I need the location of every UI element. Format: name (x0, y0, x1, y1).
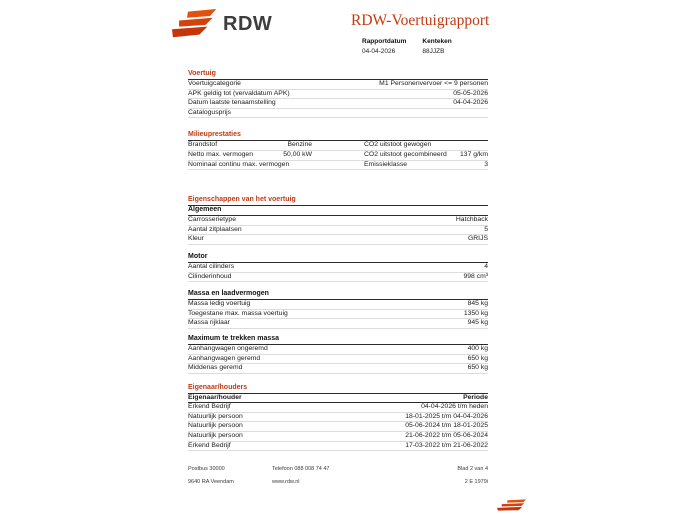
rdw-flag-icon (172, 8, 218, 40)
field-label: Catalogusprijs (188, 108, 232, 116)
rdw-stripes-icon (497, 499, 527, 512)
field-label: Aantal zitplaatsen (188, 225, 242, 233)
field-row (188, 109, 488, 119)
footer-website: www.rdw.nl (272, 478, 300, 485)
field-value: Benzine (287, 141, 312, 149)
license-plate-value: 88JJZB (422, 47, 445, 55)
rdw-logo (172, 8, 272, 40)
field-label: Aanhangwagen ongeremd (188, 344, 268, 352)
section-eigenschappen (188, 196, 488, 374)
field-pair (364, 152, 488, 159)
report-date-block (362, 38, 406, 55)
section-eigenaren (188, 384, 488, 452)
period-cell: 04-04-2026 t/m heden (421, 403, 488, 411)
field-row (188, 151, 488, 161)
field-row (188, 319, 488, 329)
field-label: Toegestane max. massa voertuig (188, 309, 288, 317)
period-cell: 18-01-2025 t/m 04-04-2026 (405, 412, 488, 420)
field-row (188, 226, 488, 236)
rdw-logo-text: RDW (223, 12, 273, 35)
field-row (188, 99, 488, 109)
footer-address-line1: Postbus 30000 (188, 466, 225, 472)
owner-cell: Natuurlijk persoon (188, 432, 243, 440)
period-cell: 17-03-2022 t/m 21-06-2022 (405, 441, 488, 449)
field-label: Massa ledig voertuig (188, 300, 251, 308)
field-value: 998 cm³ (463, 272, 488, 280)
field-label: Emissieklasse (364, 160, 408, 168)
field-label: Kleur (188, 235, 204, 243)
footer-phone: Telefoon 088 008 74 47 (272, 466, 330, 472)
field-value: 650 kg (467, 364, 488, 372)
period-cell: 05-06-2024 t/m 18-01-2025 (405, 422, 488, 430)
field-label: CO2 uitstoot gecombineerd (364, 150, 447, 158)
page-title: RDW-Voertuigrapport (351, 12, 490, 29)
field-row (188, 263, 488, 273)
field-value: 1350 kg (463, 309, 488, 317)
field-pair (364, 142, 488, 149)
table-row (188, 432, 488, 442)
field-row (188, 141, 488, 151)
footer-page-number: Blad 2 van 4 (457, 466, 488, 472)
field-value: 137 g/km (460, 150, 488, 158)
column-header-period: Periode (463, 393, 488, 401)
subsection-title-trekken: Maximum te trekken massa (188, 335, 488, 345)
field-label: Aantal cilinders (188, 262, 235, 270)
license-plate-block (422, 38, 451, 55)
field-row (188, 161, 488, 171)
owner-cell: Natuurlijk persoon (188, 412, 243, 420)
owner-cell: Erkend Bedrijf (188, 403, 231, 411)
field-label: Carrosserietype (188, 216, 236, 224)
license-plate-label: Kenteken (422, 38, 452, 45)
column-header-owner: Eigenaar/houder (188, 393, 242, 401)
owner-cell: Erkend Bedrijf (188, 441, 231, 449)
field-label: APK geldig tot (vervaldatum APK) (188, 89, 290, 97)
field-value: 5 (484, 225, 488, 233)
field-pair (364, 162, 488, 169)
field-value: 400 kg (467, 344, 488, 352)
field-pair (188, 162, 312, 169)
subsection-title-massa: Massa en laadvermogen (188, 290, 488, 300)
footer-doc-code: 2 E 1979i (464, 478, 488, 485)
field-value: 845 kg (467, 300, 488, 308)
section-milieuprestaties (188, 131, 488, 170)
field-row (188, 273, 488, 283)
report-date-label: Rapportdatum (362, 38, 407, 45)
field-row (188, 90, 488, 100)
field-value: 650 kg (467, 354, 488, 362)
field-value: 3 (484, 160, 488, 168)
section-voertuig (188, 70, 488, 118)
field-pair (188, 142, 312, 149)
subsection-title-algemeen: Algemeen (188, 206, 488, 216)
table-row (188, 413, 488, 423)
report-body (188, 70, 488, 451)
field-value: M1 Personenvervoer <= 9 personen (379, 80, 488, 87)
field-value: Hatchback (455, 216, 488, 224)
owner-cell: Natuurlijk persoon (188, 422, 243, 430)
report-meta (362, 38, 452, 55)
table-row (188, 442, 488, 452)
field-pair (188, 152, 312, 159)
footer-address-line2: 9640 RA Veendam (188, 478, 234, 485)
field-row (188, 310, 488, 320)
table-row (188, 403, 488, 413)
field-row (188, 345, 488, 355)
field-label: Netto max. vermogen (188, 150, 253, 158)
field-label: Datum laatste tenaamstelling (188, 99, 276, 107)
page-footer (188, 466, 488, 491)
field-label: Brandstof (188, 141, 218, 149)
field-label: Cilinderinhoud (188, 272, 232, 280)
field-label: Middenas geremd (188, 364, 243, 372)
field-value: 04-04-2026 (453, 99, 488, 107)
section-title-eigenschappen: Eigenschappen van het voertuig (188, 196, 488, 206)
field-value: 50,00 kW (283, 150, 312, 158)
period-cell: 21-06-2022 t/m 05-06-2024 (405, 432, 488, 440)
table-row (188, 422, 488, 432)
field-label: Aanhangwagen geremd (188, 354, 261, 362)
field-label: CO2 uitstoot gewogen (364, 141, 432, 149)
subsection-title-motor: Motor (188, 253, 488, 263)
report-date-value: 04-04-2026 (362, 47, 396, 55)
footer-pagination (408, 466, 488, 491)
section-title-eigenaren: Eigenaar/houders (188, 384, 488, 394)
section-title-milieuprestaties: Milieuprestaties (188, 131, 488, 141)
footer-address (188, 466, 272, 491)
table-header-row (188, 394, 488, 404)
field-value: 4 (484, 262, 488, 270)
footer-contact (272, 466, 408, 491)
field-row (188, 235, 488, 245)
field-value: 945 kg (467, 319, 488, 327)
field-label: Voertuigcategorie (188, 80, 241, 87)
field-row (188, 300, 488, 310)
field-row (188, 364, 488, 374)
field-value: 05-05-2026 (453, 89, 488, 97)
field-row (188, 80, 488, 90)
field-label: Nominaal continu max. vermogen (188, 160, 290, 168)
section-title-voertuig: Voertuig (188, 70, 488, 80)
field-row (188, 355, 488, 365)
field-row (188, 216, 488, 226)
field-value: GRIJS (467, 235, 488, 243)
field-label: Massa rijklaar (188, 319, 230, 327)
